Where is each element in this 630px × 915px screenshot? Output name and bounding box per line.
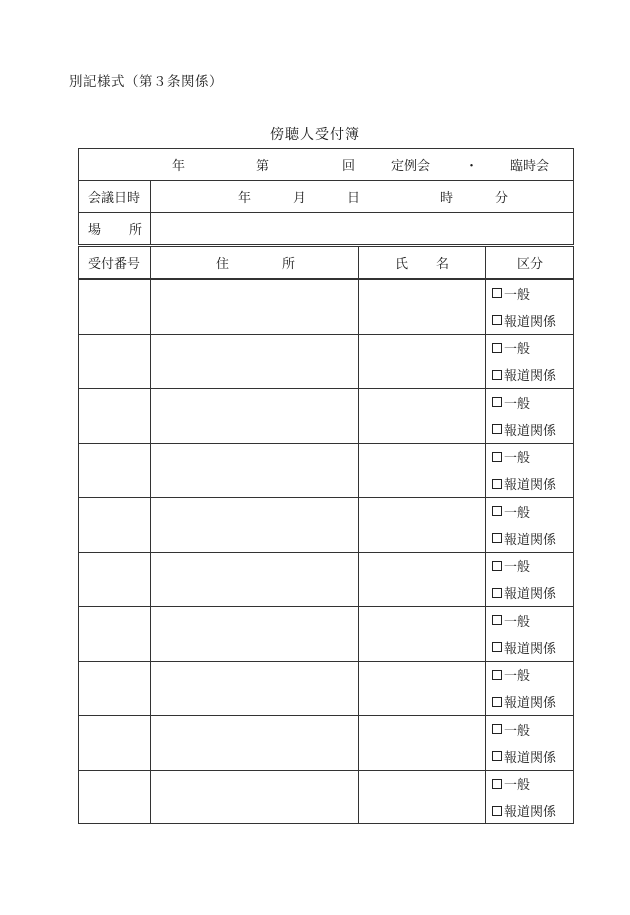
header-name-first: 氏 (395, 257, 409, 272)
checkbox-icon[interactable] (492, 452, 502, 462)
checkbox-label: 一般 (504, 505, 531, 521)
header-reception-number: 受付番号 (88, 257, 141, 272)
category-general-checkbox[interactable] (492, 394, 530, 410)
entry-row-divider (79, 497, 573, 498)
session-separator: ・ (465, 159, 479, 174)
checkbox-icon[interactable] (492, 615, 502, 625)
category-press-checkbox[interactable] (492, 694, 556, 710)
checkbox-icon[interactable] (492, 588, 502, 598)
checkbox-label: 報道関係 (504, 641, 557, 657)
category-press-checkbox[interactable] (492, 367, 556, 383)
checkbox-icon[interactable] (492, 670, 502, 680)
checkbox-icon[interactable] (492, 479, 502, 489)
datetime-day-unit: 日 (347, 191, 361, 206)
session-number-prefix: 第 (256, 159, 270, 174)
category-press-checkbox[interactable] (492, 585, 556, 601)
checkbox-icon[interactable] (492, 751, 502, 761)
category-general-checkbox[interactable] (492, 721, 530, 737)
entry-row-divider (79, 334, 573, 335)
checkbox-label: 一般 (504, 723, 531, 739)
document-title: 傍聴人受付簿 (270, 127, 360, 143)
checkbox-label: 一般 (504, 451, 531, 466)
header-name-second: 名 (436, 257, 450, 272)
checkbox-label: 報道関係 (504, 750, 557, 766)
checkbox-label: 一般 (504, 778, 531, 793)
checkbox-label: 一般 (504, 614, 531, 630)
category-general-checkbox[interactable] (492, 449, 530, 465)
place-label-first: 場 (88, 223, 102, 238)
header-address-second: 所 (282, 257, 296, 272)
entry-row-divider (79, 661, 573, 662)
category-press-checkbox[interactable] (492, 803, 556, 819)
category-general-checkbox[interactable] (492, 667, 530, 683)
checkbox-label: 一般 (504, 396, 531, 412)
checkbox-label: 報道関係 (504, 805, 557, 820)
checkbox-icon[interactable] (492, 533, 502, 543)
entry-row-divider (79, 606, 573, 607)
datetime-month-unit: 月 (293, 191, 307, 206)
category-press-checkbox[interactable] (492, 748, 556, 764)
session-row (79, 149, 573, 181)
checkbox-icon[interactable] (492, 397, 502, 407)
category-press-checkbox[interactable] (492, 476, 556, 492)
checkbox-label: 一般 (504, 287, 531, 303)
entry-row-divider (79, 443, 573, 444)
checkbox-icon[interactable] (492, 370, 502, 380)
category-press-checkbox[interactable] (492, 421, 556, 437)
checkbox-icon[interactable] (492, 806, 502, 816)
session-year-label: 年 (172, 159, 186, 174)
checkbox-icon[interactable] (492, 506, 502, 516)
category-general-checkbox[interactable] (492, 776, 530, 792)
checkbox-icon[interactable] (492, 697, 502, 707)
checkbox-label: 報道関係 (504, 423, 557, 439)
place-row (79, 213, 573, 244)
checkbox-label: 報道関係 (504, 587, 557, 602)
checkbox-icon[interactable] (492, 724, 502, 734)
reception-list-table (78, 246, 574, 824)
checkbox-label: 報道関係 (504, 369, 557, 384)
header-address-first: 住 (216, 257, 230, 272)
form-reference-note: 別記様式（第３条関係） (69, 74, 223, 90)
checkbox-icon[interactable] (492, 288, 502, 298)
category-general-checkbox[interactable] (492, 558, 530, 574)
category-general-checkbox[interactable] (492, 285, 530, 301)
checkbox-icon[interactable] (492, 424, 502, 434)
checkbox-icon[interactable] (492, 343, 502, 353)
checkbox-label: 一般 (504, 560, 531, 575)
header-category: 区分 (517, 257, 544, 272)
datetime-minute-unit: 分 (495, 191, 509, 206)
category-press-checkbox[interactable] (492, 639, 556, 655)
entry-row-divider (79, 388, 573, 389)
category-press-checkbox[interactable] (492, 530, 556, 546)
checkbox-label: 一般 (504, 669, 531, 684)
category-general-checkbox[interactable] (492, 612, 530, 628)
meeting-info-table (78, 148, 574, 245)
checkbox-label: 報道関係 (504, 532, 557, 548)
checkbox-icon[interactable] (492, 561, 502, 571)
datetime-row (79, 181, 573, 213)
checkbox-label: 報道関係 (504, 696, 557, 711)
checkbox-label: 一般 (504, 342, 531, 357)
category-general-checkbox[interactable] (492, 503, 530, 519)
extraordinary-session-label: 臨時会 (510, 159, 550, 174)
checkbox-label: 報道関係 (504, 478, 557, 493)
category-press-checkbox[interactable] (492, 312, 556, 328)
checkbox-icon[interactable] (492, 315, 502, 325)
regular-session-label: 定例会 (391, 159, 431, 174)
checkbox-icon[interactable] (492, 642, 502, 652)
entry-row-divider (79, 715, 573, 716)
place-label-second: 所 (129, 223, 143, 238)
datetime-divider (150, 181, 151, 212)
entry-row-divider (79, 770, 573, 771)
column-header-row (79, 247, 573, 279)
entry-row-divider (79, 552, 573, 553)
datetime-hour-unit: 時 (440, 191, 454, 206)
session-times-label: 回 (342, 159, 356, 174)
checkbox-label: 報道関係 (504, 314, 557, 330)
place-divider (150, 213, 151, 244)
category-general-checkbox[interactable] (492, 340, 530, 356)
entry-row-divider (79, 279, 573, 280)
datetime-label: 会議日時 (88, 191, 141, 206)
datetime-year-unit: 年 (238, 191, 252, 206)
checkbox-icon[interactable] (492, 779, 502, 789)
